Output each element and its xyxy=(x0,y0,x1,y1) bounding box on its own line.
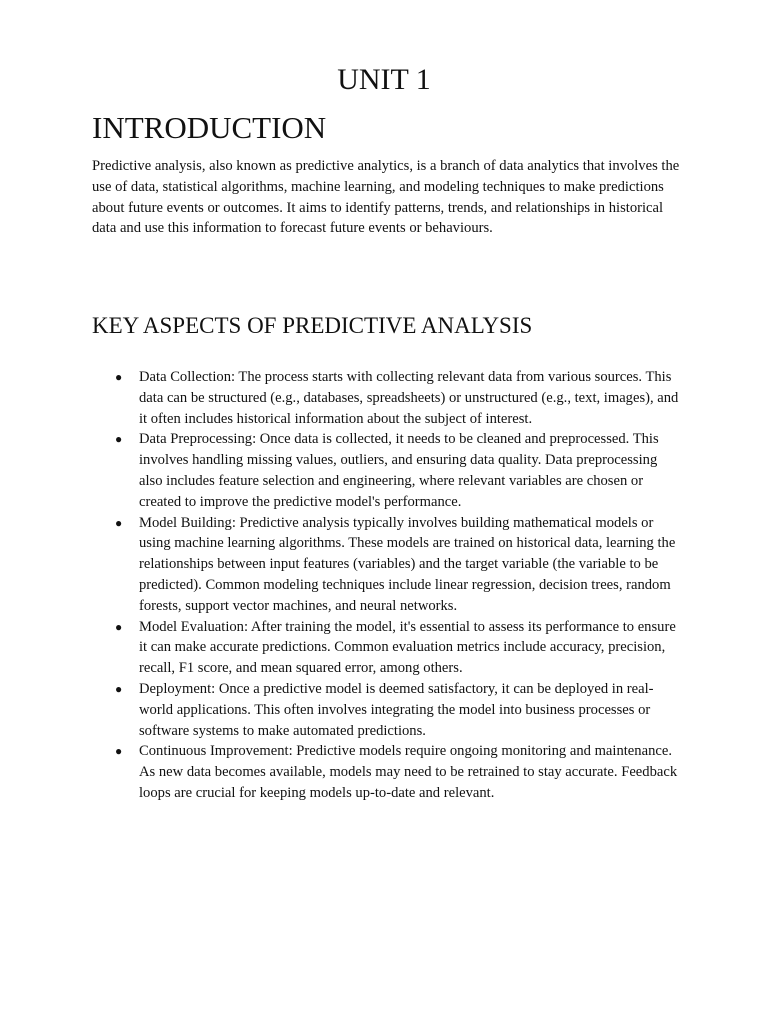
intro-paragraph: Predictive analysis, also known as predictive analytics, is a branch of data analytics that involves the use of data, statistical algorithms, machine learning, and modeling techniques to make predictions about future events or outcomes. It aims to identify patterns, trends, and relationships in historical data and use this information to forecast future events or behaviours. xyxy=(92,158,680,237)
list-item-text: Continuous Improvement: Predictive models require ongoing monitoring and maintenance. As new data becomes available, models may need to be retrained to stay accurate. Feedback loops are crucial for keeping models up-to-date and relevant. xyxy=(139,743,678,801)
list-item-text: Deployment: Once a predictive model is deemed satisfactory, it can be deployed in real-world applications. This often involves integrating the model into business processes or software systems to make automated predictions. xyxy=(139,680,654,739)
list-item-text: Data Preprocessing: Once data is collected, it needs to be cleaned and preprocessed. This involves handling missing values, outliers, and ensuring data quality. Data preprocessing also includes feature selection and engineering, where relevant variables are chosen or created to improve the predictive model's performance. xyxy=(139,431,659,510)
list-item xyxy=(115,617,684,679)
bullet-icon: ● xyxy=(115,515,123,530)
list-item xyxy=(115,741,684,803)
key-aspects-list xyxy=(115,367,684,804)
list-item-text: Model Evaluation: After training the model, it's essential to assess its performance to ensure it can make accurate predictions. Common evaluation metrics include accuracy, precision, recall, F1 score, and mean squared error, among others. xyxy=(139,618,676,677)
list-item xyxy=(115,679,684,741)
unit-title: UNIT 1 xyxy=(337,63,431,96)
list-item xyxy=(115,513,684,617)
bullet-icon: ● xyxy=(115,370,123,384)
list-item-text: Model Building: Predictive analysis typically involves building mathematical models or using machine learning algorithms. These models are trained on historical data, learning the relationships between input features (variables) and the target variable (the variable to be predicted). Common modeling techniques include linear regression, decision trees, random forests, support vector machines, and neural networks. xyxy=(139,514,676,614)
bullet-icon: ● xyxy=(115,744,123,759)
bullet-icon: ● xyxy=(115,619,123,634)
list-item xyxy=(115,367,684,429)
list-item-text: Data Collection: The process starts with collecting relevant data from various sources. This data can be structured (e.g., databases, spreadsheets) or unstructured (e.g., text, images), and it often includes historical information about the subject of interest. xyxy=(139,369,679,427)
key-aspects-heading: KEY ASPECTS OF PREDICTIVE ANALYSIS xyxy=(92,313,533,338)
bullet-icon: ● xyxy=(115,681,123,696)
list-item xyxy=(115,429,684,512)
section-title-introduction: INTRODUCTION xyxy=(92,110,327,145)
bullet-icon: ● xyxy=(115,432,123,447)
